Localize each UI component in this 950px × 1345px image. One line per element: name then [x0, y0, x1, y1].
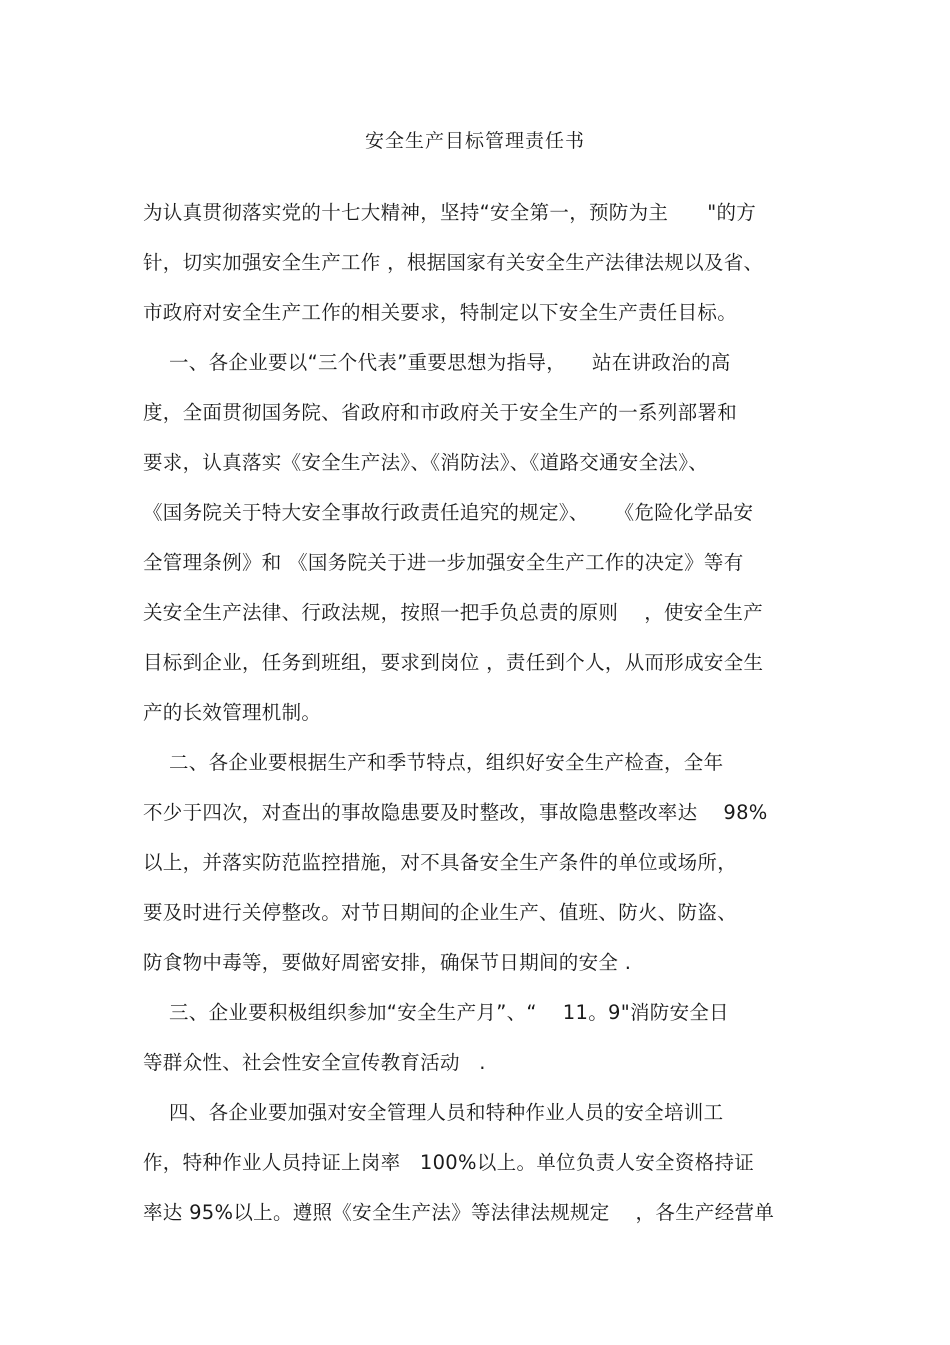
body-line: 关安全生产法律、行政法规，按照一把手负总责的原则 ，使安全生产: [143, 601, 763, 624]
body-line: 不少于四次，对查出的事故隐患要及时整改，事故隐患整改率达 98%: [143, 801, 768, 824]
body-line: 度，全面贯彻国务院、省政府和市政府关于安全生产的一系列部署和: [143, 401, 738, 424]
body-line: 要及时进行关停整改。对节日期间的企业生产、值班、防火、防盗、: [143, 901, 738, 924]
body-line: 全管理条例》和 《国务院关于进一步加强安全生产工作的决定》等有: [143, 551, 744, 574]
body-line: 二、各企业要根据生产和季节特点，组织好安全生产检查，全年: [143, 751, 724, 774]
body-line: 以上，并落实防范监控措施，对不具备安全生产条件的单位或场所，: [143, 851, 738, 874]
body-line: 针，切实加强安全生产工作 ，根据国家有关安全生产法律法规以及省、: [143, 251, 764, 274]
body-line: 等群众性、社会性安全宣传教育活动 .: [143, 1051, 486, 1074]
body-line: 要求，认真落实《安全生产法》、《消防法》、《道路交通安全法》、: [143, 451, 709, 474]
body-line: 三、企业要积极组织参加“安全生产月”、“ 11。9"消防安全日: [143, 1001, 729, 1024]
body-line: 一、各企业要以“三个代表”重要思想为指导， 站在讲政治的高: [143, 351, 731, 374]
body-line: 率达 95%以上。遵照《安全生产法》等法律法规规定 ，各生产经营单: [143, 1201, 775, 1224]
body-line: 目标到企业，任务到班组，要求到岗位 ，责任到个人，从而形成安全生: [143, 651, 764, 674]
body-line: 市政府对安全生产工作的相关要求，特制定以下安全生产责任目标。: [143, 301, 738, 324]
body-line: 作，特种作业人员持证上岗率 100%以上。单位负责人安全资格持证: [143, 1151, 755, 1174]
body-line: 《国务院关于特大安全事故行政责任追究的规定》、 《危险化学品安: [143, 501, 754, 524]
body-line: 四、各企业要加强对安全管理人员和特种作业人员的安全培训工: [143, 1101, 724, 1124]
body-line: 产的长效管理机制。: [143, 701, 322, 724]
body-line: 为认真贯彻落实党的十七大精神，坚持“安全第一，预防为主 "的方: [143, 201, 757, 224]
body-line: 防食物中毒等，要做好周密安排，确保节日期间的安全 .: [143, 951, 632, 974]
document-title: 安全生产目标管理责任书: [364, 130, 585, 152]
